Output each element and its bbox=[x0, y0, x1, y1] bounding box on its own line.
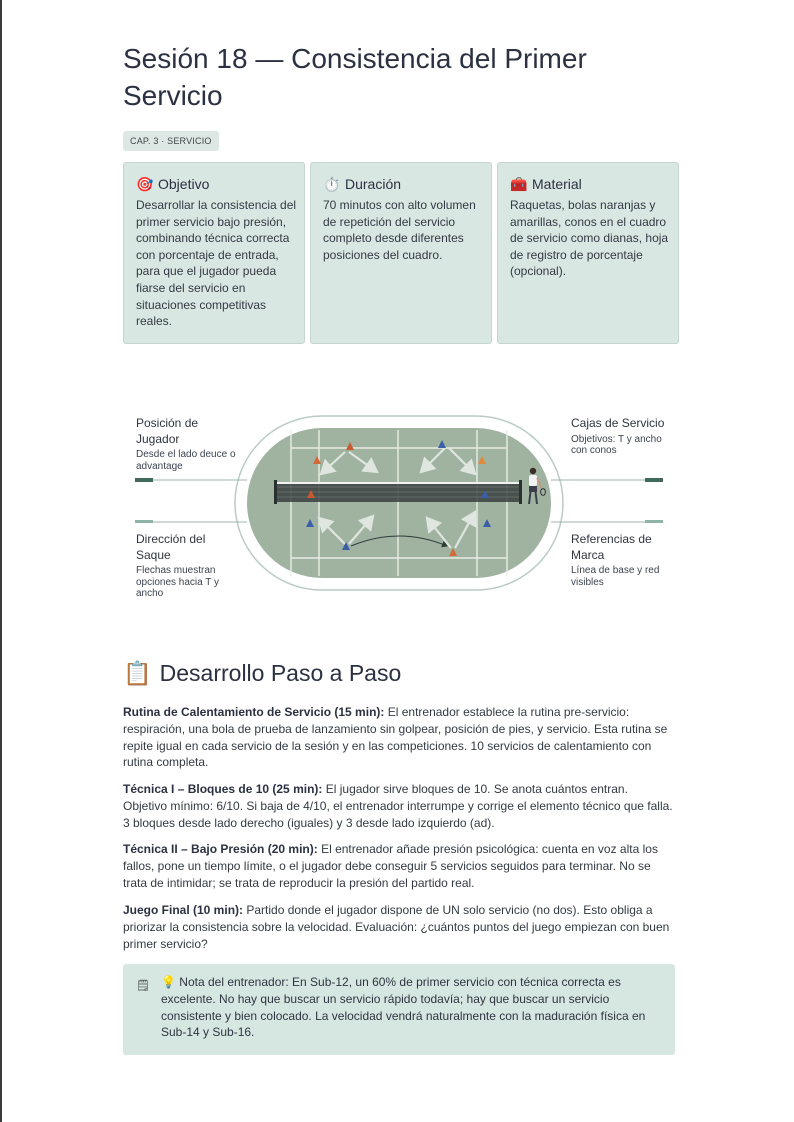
step-paragraph bbox=[123, 841, 675, 891]
callout-subtitle: Objetivos: T y ancho con conos bbox=[571, 433, 662, 456]
callout-serve-direction bbox=[136, 532, 236, 600]
callout-title: Posición de Jugador bbox=[136, 416, 199, 446]
clipboard-icon: 📋 bbox=[123, 660, 152, 686]
toolbox-icon: 🧰 bbox=[510, 175, 528, 192]
callout-player-position bbox=[136, 416, 236, 472]
step-text: El entrenador establece la rutina pre-servicio: respiración, una bola de prueba de lanzamiento sin golpear, posición de pies, y servicio. Esta rutina se repite igual en cada servicio de la sesión y en las competiciones. 10 servicios de calentamiento con rutina completa. bbox=[123, 705, 668, 770]
callout-service-boxes bbox=[571, 416, 671, 457]
step-label: Técnica I – Bloques de 10 (25 min): bbox=[123, 782, 323, 796]
target-icon: 🎯 bbox=[136, 175, 154, 192]
duration-card bbox=[310, 162, 492, 344]
note-text: Nota del entrenador: En Sub-12, un 60% de primer servicio con técnica correcta es excelente. No hay que buscar un servicio rápido todavía; hay que buscar un servicio consistente y bien colocado. La velocidad vendrá naturalmente con la maduración física en Sub-14 y Sub-16. bbox=[161, 975, 646, 1040]
page-left-border bbox=[0, 0, 2, 1122]
court-surface bbox=[247, 428, 551, 578]
step-paragraph bbox=[123, 902, 675, 952]
page-title: Sesión 18 — Consistencia del Primer Servicio bbox=[123, 43, 587, 111]
step-paragraph bbox=[123, 704, 675, 771]
step-paragraph bbox=[123, 781, 675, 831]
callout-title: Cajas de Servicio bbox=[571, 416, 665, 430]
section-title: Desarrollo Paso a Paso bbox=[159, 660, 402, 686]
section-heading bbox=[123, 660, 401, 687]
callout-subtitle: Desde el lado deuce o advantage bbox=[136, 449, 236, 472]
step-label: Técnica II – Bajo Presión (20 min): bbox=[123, 842, 318, 856]
coach-note bbox=[123, 964, 675, 1055]
chapter-badge: CAP. 3 · SERVICIO bbox=[123, 131, 219, 151]
card-text: Desarrollar la consistencia del primer servicio bajo presión, combinando técnica correcta con porcentaje de entrada, para que el jugador pueda fiarse del servicio en situaciones competitivas reales. bbox=[136, 198, 297, 329]
callout-title: Referencias de Marca bbox=[571, 532, 652, 562]
lightbulb-icon: 💡 bbox=[161, 975, 176, 989]
step-text: El jugador sirve bloques de 10. Se anota cuántos entran. Objetivo mínimo: 6/10. Si baja de 4/10, el entrenador interrumpe y corrige el elemento técnico que falla. 3 bloques desde lado derecho (iguales) y 3 desde lado izquierdo (ad). bbox=[123, 782, 673, 830]
serve-diagram bbox=[123, 400, 675, 600]
stopwatch-icon: ⏱️ bbox=[323, 175, 341, 192]
callout-mark-references bbox=[571, 532, 671, 588]
card-title: Objetivo bbox=[158, 176, 210, 192]
step-label: Juego Final (10 min): bbox=[123, 903, 244, 917]
note-icon: 🗒 bbox=[136, 980, 150, 992]
callout-subtitle: Flechas muestran opciones hacia T y ancho bbox=[136, 565, 220, 599]
card-title: Material bbox=[532, 176, 582, 192]
card-text: Raquetas, bolas naranjas y amarillas, conos en el cuadro de servicio como dianas, hoja de registro de porcentaje (opcional). bbox=[510, 198, 669, 279]
step-text: Partido donde el jugador dispone de UN solo servicio (no dos). Esto obliga a priorizar la consistencia sobre la velocidad. Evaluación: ¿cuántos puntos del juego empiezan con buen primer servicio? bbox=[123, 903, 670, 951]
callout-subtitle: Línea de base y red visibles bbox=[571, 565, 660, 588]
step-label: Rutina de Calentamiento de Servicio (15 min): bbox=[123, 705, 385, 719]
step-text: El entrenador añade presión psicológica: cuenta en voz alta los fallos, pone un tiempo límite, o el jugador debe conseguir 5 servicios seguidos para terminar. No se trata de intimidar; se trata de reproducir la presión del partido real. bbox=[123, 842, 658, 890]
material-card bbox=[497, 162, 679, 344]
card-text: 70 minutos con alto volumen de repetición del servicio completo desde diferentes posiciones del cuadro. bbox=[323, 198, 476, 262]
card-title: Duración bbox=[345, 176, 402, 192]
callout-title: Dirección del Saque bbox=[136, 532, 206, 562]
objective-card bbox=[123, 162, 305, 344]
